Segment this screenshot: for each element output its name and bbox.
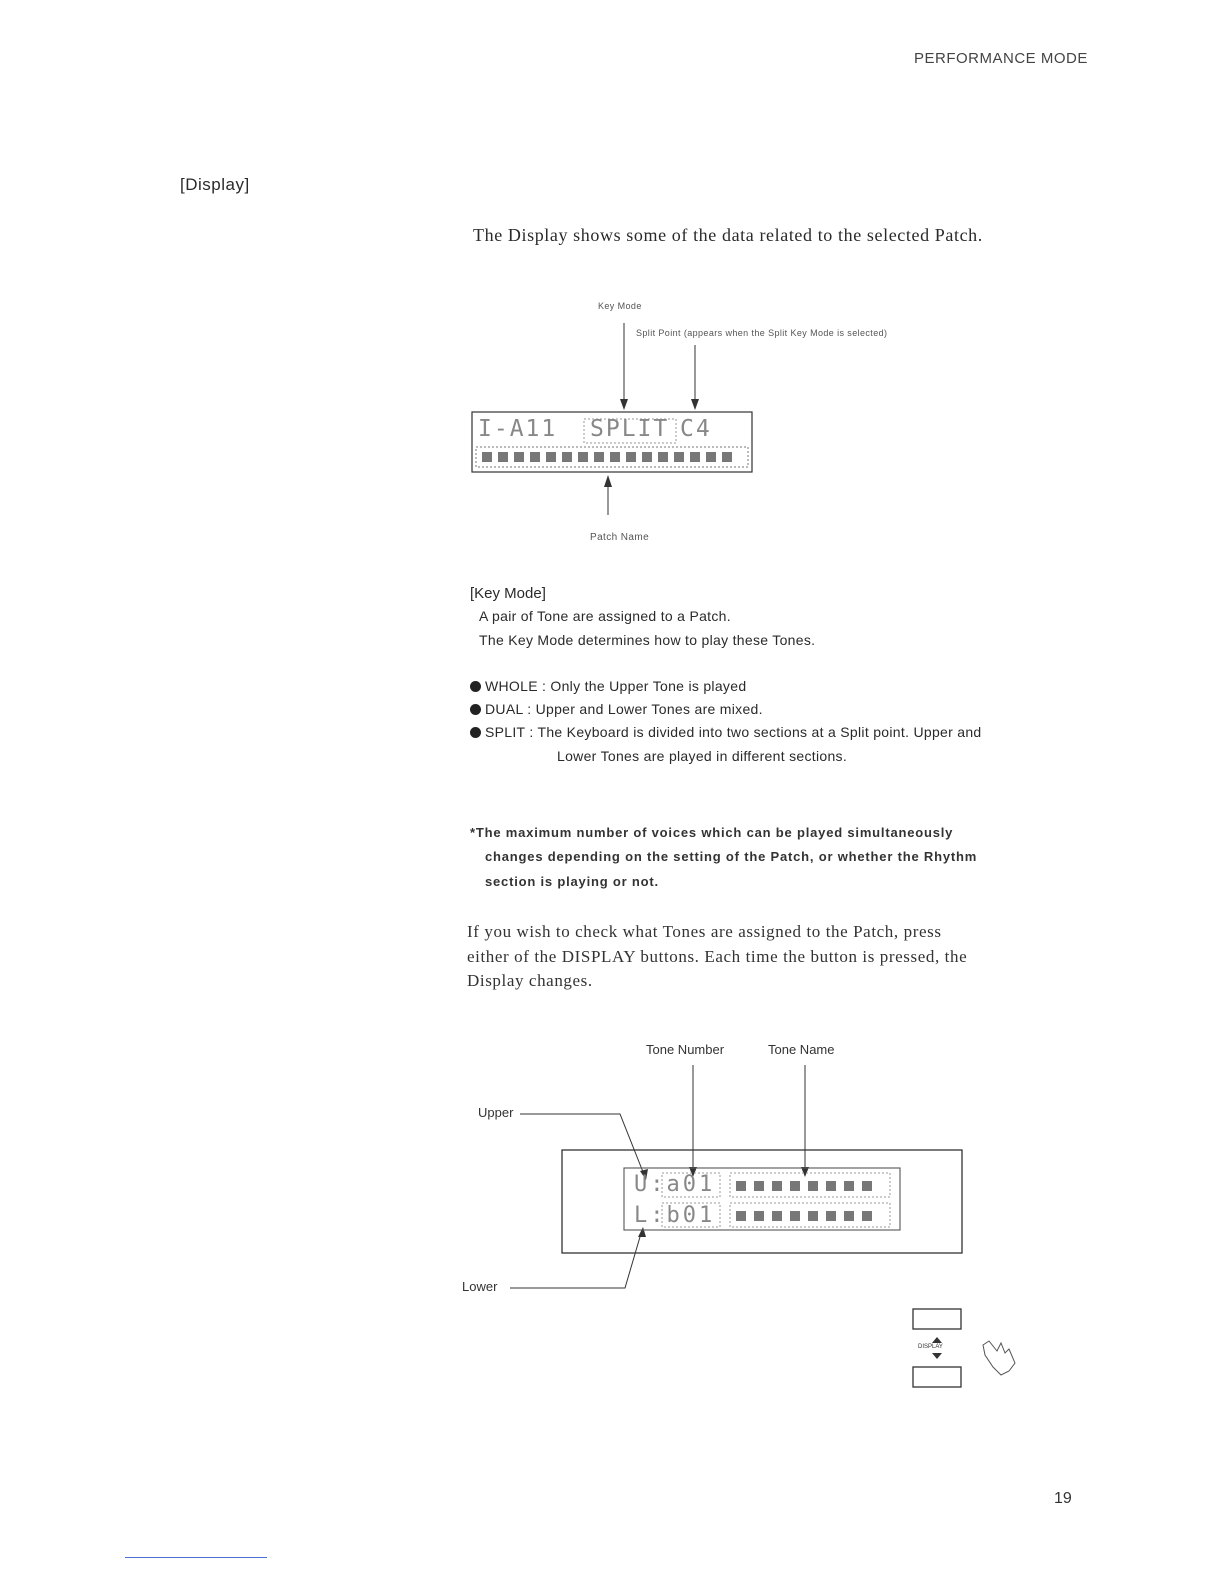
paragraph-line-2: either of the DISPLAY buttons. Each time the button is pressed, the <box>467 947 968 966</box>
bullet-whole-text: WHOLE : Only the Upper Tone is played <box>485 678 747 694</box>
bullet-dual <box>470 701 763 717</box>
bullet-split-text: SPLIT : The Keyboard is divided into two sections at a Split point. Upper and <box>485 724 982 740</box>
tone-number-callout: Tone Number <box>646 1042 725 1057</box>
upper-callout: Upper <box>478 1105 514 1120</box>
bullet-dot <box>470 704 481 715</box>
lcd-lower-tone: L:b01 <box>634 1203 716 1228</box>
note-line-2: changes depending on the setting of the Patch, or whether the Rhythm <box>485 849 978 864</box>
bullet-split-continuation: Lower Tones are played in different sections. <box>557 748 848 764</box>
lcd-patch-number: I-A11 <box>478 416 558 442</box>
key-mode-line-1: A pair of Tone are assigned to a Patch. <box>479 608 731 624</box>
page-number: 19 <box>1054 1490 1072 1507</box>
footer-rule <box>125 1557 267 1558</box>
bullet-whole <box>470 678 746 694</box>
split-point-callout: Split Point (appears when the Split Key Mode is selected) <box>636 328 888 338</box>
key-mode-title: [Key Mode] <box>470 585 546 602</box>
note-line-1: *The maximum number of voices which can be played simultaneously <box>470 825 954 840</box>
lcd-split-point: C4 <box>680 416 712 442</box>
bullet-dual-text: DUAL : Upper and Lower Tones are mixed. <box>485 701 763 717</box>
running-header: PERFORMANCE MODE <box>914 50 1088 67</box>
display-button-label: DISPLAY <box>918 1344 943 1350</box>
lower-callout: Lower <box>462 1279 498 1294</box>
tone-name-callout: Tone Name <box>768 1042 835 1057</box>
intro-text: The Display shows some of the data related to the selected Patch. <box>473 225 983 245</box>
paragraph-line-3: Display changes. <box>467 971 593 990</box>
lcd-upper-tone: U:a01 <box>634 1172 716 1197</box>
key-mode-line-2: The Key Mode determines how to play these Tones. <box>479 632 816 648</box>
note-line-3: section is playing or not. <box>485 874 659 889</box>
section-label: [Display] <box>180 175 250 194</box>
paragraph-line-1: If you wish to check what Tones are assigned to the Patch, press <box>467 922 942 941</box>
bullet-dot <box>470 727 481 738</box>
bullet-split <box>470 724 982 740</box>
bullet-dot <box>470 681 481 692</box>
key-mode-callout: Key Mode <box>598 301 642 311</box>
lcd-diagram-tones <box>500 1055 970 1300</box>
lcd-key-mode: SPLIT <box>590 416 670 442</box>
patch-name-callout: Patch Name <box>590 532 650 543</box>
